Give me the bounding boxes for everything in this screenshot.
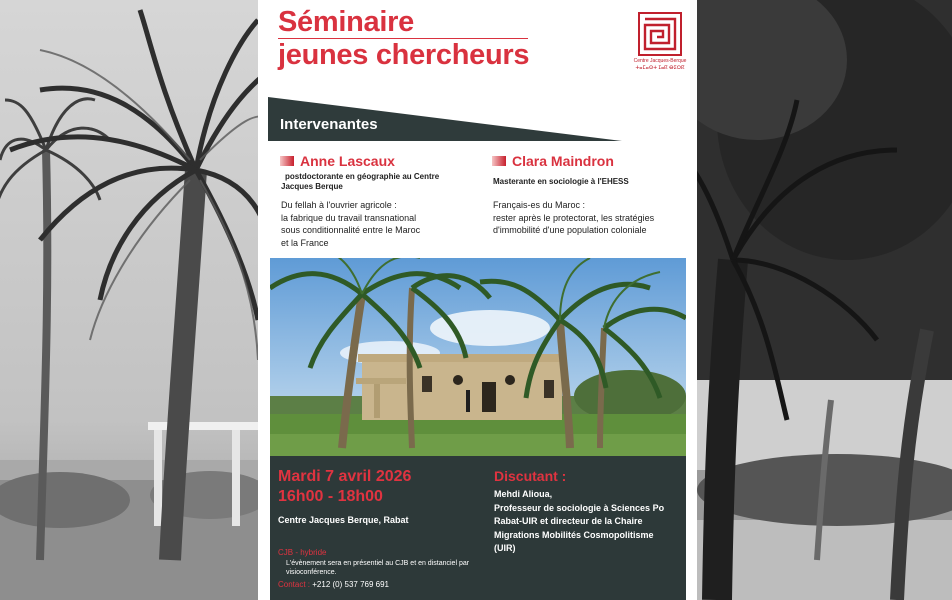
speaker-1-name: Anne Lascaux <box>300 153 395 169</box>
seminar-poster <box>258 0 697 600</box>
speaker-2-marker-icon <box>492 156 506 166</box>
title-underline <box>278 38 528 39</box>
logo-caption-tifinagh: ⵜⴰⵎⴰⵙⵜ ⵊⴰⴽ ⴱⵉⵔⴽ <box>635 65 685 71</box>
talk-line: Français-es du Maroc : <box>493 200 586 210</box>
discussant-line: Rabat-UIR et directeur de la Chaire <box>494 516 643 526</box>
left-palm-photo <box>0 0 258 600</box>
hybrid-title: CJB - hybride <box>278 548 327 557</box>
event-time: 16h00 - 18h00 <box>278 488 383 505</box>
discussant-line: Professeur de sociologie à Sciences Po <box>494 502 665 513</box>
discussant-details <box>494 488 664 556</box>
event-venue: Centre Jacques Berque, Rabat <box>278 515 409 525</box>
discussant-line: Mehdi Alioua, <box>494 489 553 499</box>
talk-line: la fabrique du travail transnational <box>281 212 417 223</box>
speaker-2-talk <box>493 199 654 237</box>
discussant-title: Discutant : <box>494 468 567 484</box>
talk-line: Du fellah à l'ouvrier agricole : <box>281 200 397 210</box>
title-line-2: jeunes chercheurs <box>278 39 530 71</box>
contact-phone: +212 (0) 537 769 691 <box>312 580 389 589</box>
contact-label: Contact : <box>278 580 311 589</box>
discussant-line: (UIR) <box>494 543 516 553</box>
cjb-logo-icon <box>638 12 682 56</box>
section-label: Intervenantes <box>280 116 378 133</box>
right-palm-photo <box>697 0 952 600</box>
title-line-1: Séminaire <box>278 6 414 38</box>
talk-line: et la France <box>281 237 329 248</box>
talk-line: d'immobilité d'une population coloniale <box>493 225 647 235</box>
talk-line: sous conditionnalité entre le Maroc <box>281 225 421 235</box>
contact-line <box>278 580 389 589</box>
villa-photo <box>270 258 686 456</box>
event-date: Mardi 7 avril 2026 <box>278 468 412 485</box>
talk-line: rester après le protectorat, les stratégies <box>493 212 655 223</box>
event-info-panel <box>270 456 686 600</box>
speaker-1-marker-icon <box>280 156 294 166</box>
speaker-2-name: Clara Maindron <box>512 153 614 169</box>
logo-caption: Centre Jacques-Berque <box>633 58 687 64</box>
poster-title <box>278 6 529 72</box>
hybrid-text: L'évènement sera en présentiel au CJB et en distanciel par visioconférence. <box>286 560 470 576</box>
speaker-1-role: postdoctorante en géographie au Centre Jacques Berque <box>281 172 440 191</box>
discussant-line: Migrations Mobilités Cosmopolitisme <box>494 529 654 540</box>
speaker-1-talk <box>281 199 420 249</box>
speaker-2-role: Masterante en sociologie à l'EHESS <box>493 177 629 186</box>
